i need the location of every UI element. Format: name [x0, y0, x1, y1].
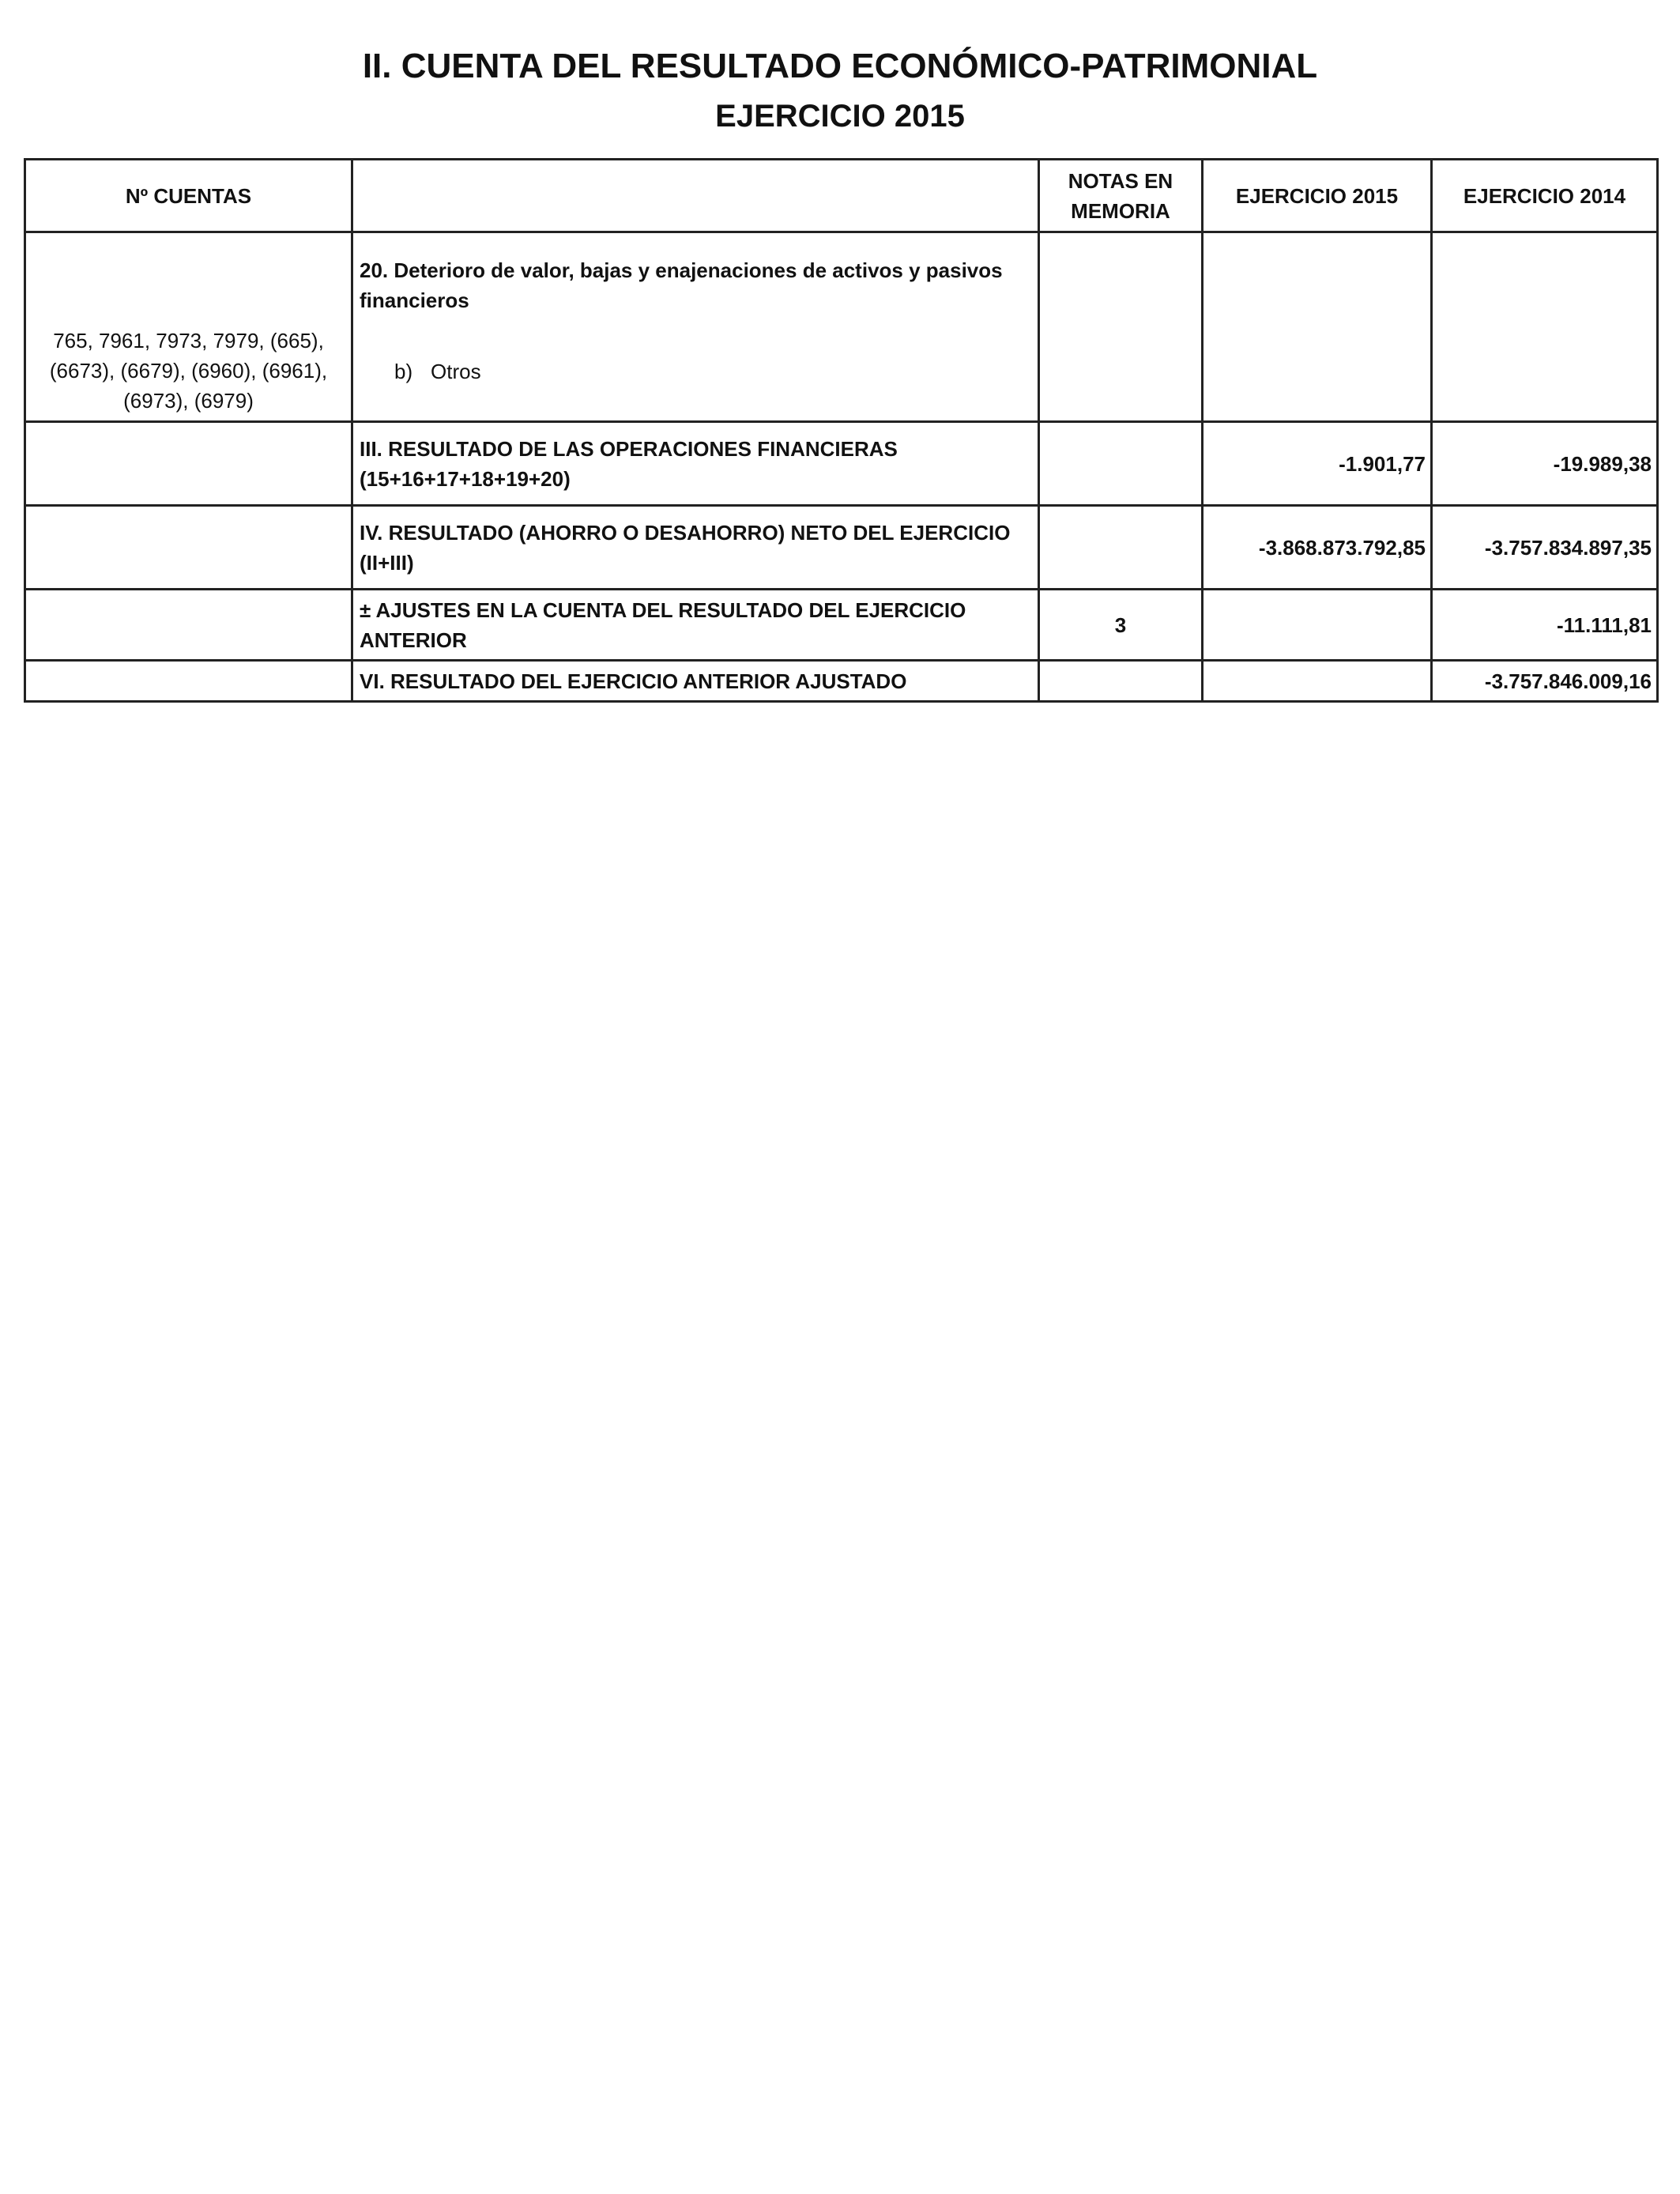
description-cell: ± AJUSTES EN LA CUENTA DEL RESULTADO DEL EJERCICIO ANTERIOR: [352, 590, 1039, 661]
result-table: [24, 158, 1659, 703]
accounts-cell: [25, 422, 352, 506]
table-row: [25, 506, 1658, 590]
report-header: [0, 43, 1680, 139]
value-2014-cell: [1432, 232, 1658, 422]
column-header-accounts: Nº CUENTAS: [25, 160, 352, 232]
notes-cell: [1039, 661, 1203, 702]
value-2015-cell: [1203, 661, 1432, 702]
accounts-cell: [25, 590, 352, 661]
table-row: [25, 232, 1658, 422]
description-cell: [352, 232, 1039, 422]
notes-cell: [1039, 422, 1203, 506]
column-header-year-2014: EJERCICIO 2014: [1432, 160, 1658, 232]
value-2015-cell: -1.901,77: [1203, 422, 1432, 506]
column-header-year-2015: EJERCICIO 2015: [1203, 160, 1432, 232]
accounts-cell: 765, 7961, 7973, 7979, (665), (6673), (6679), (6960), (6961), (6973), (6979): [25, 232, 352, 422]
description-cell: IV. RESULTADO (AHORRO O DESAHORRO) NETO DEL EJERCICIO (II+III): [352, 506, 1039, 590]
sub-item-label: Otros: [431, 360, 481, 383]
table-header-row: [25, 160, 1658, 232]
page-subtitle: EJERCICIO 2015: [715, 99, 965, 134]
notes-cell: [1039, 232, 1203, 422]
value-2014-cell: -3.757.834.897,35: [1432, 506, 1658, 590]
value-2015-cell: [1203, 232, 1432, 422]
value-2015-cell: [1203, 590, 1432, 661]
line-item-label: 20. Deterioro de valor, bajas y enajenaciones de activos y pasivos financieros: [360, 258, 1003, 312]
sub-item-letter: b): [394, 360, 413, 383]
description-cell: III. RESULTADO DE LAS OPERACIONES FINANCIERAS (15+16+17+18+19+20): [352, 422, 1039, 506]
table-row: [25, 661, 1658, 702]
value-2014-cell: -3.757.846.009,16: [1432, 661, 1658, 702]
notes-cell: 3: [1039, 590, 1203, 661]
notes-cell: [1039, 506, 1203, 590]
table-row: [25, 422, 1658, 506]
value-2014-cell: -19.989,38: [1432, 422, 1658, 506]
description-cell: VI. RESULTADO DEL EJERCICIO ANTERIOR AJUSTADO: [352, 661, 1039, 702]
page-title: II. CUENTA DEL RESULTADO ECONÓMICO-PATRIMONIAL: [362, 47, 1318, 85]
value-2014-cell: -11.111,81: [1432, 590, 1658, 661]
table-row: [25, 590, 1658, 661]
accounts-cell: [25, 661, 352, 702]
value-2015-cell: -3.868.873.792,85: [1203, 506, 1432, 590]
column-header-notes: NOTAS EN MEMORIA: [1039, 160, 1203, 232]
accounts-cell: [25, 506, 352, 590]
column-header-description: [352, 160, 1039, 232]
sub-item: [360, 356, 1031, 386]
